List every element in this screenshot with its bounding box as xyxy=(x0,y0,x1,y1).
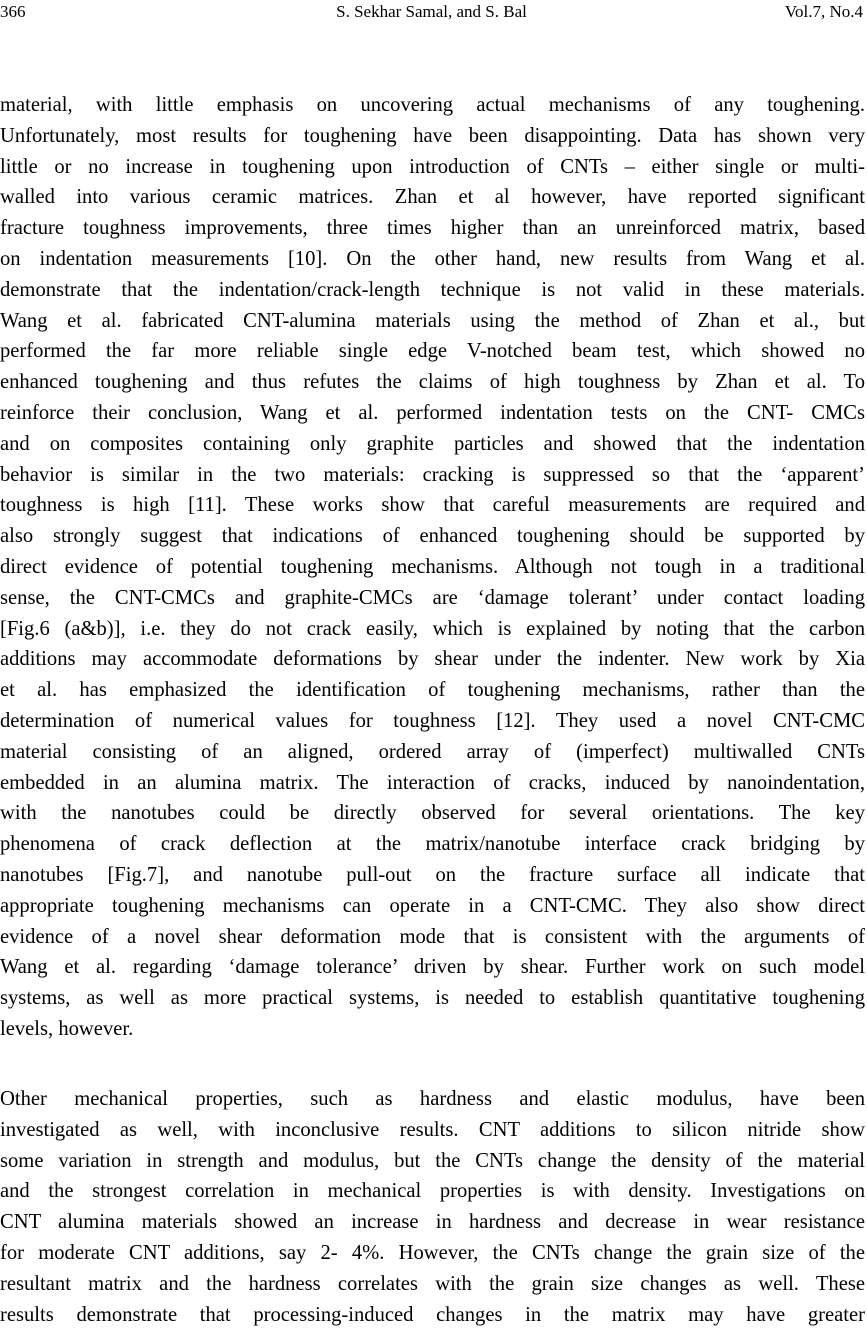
text-line: et al. has emphasized the identification of toughening mechanisms, rather than the xyxy=(0,679,865,702)
text-line: CNT alumina materials showed an increase in hardness and decrease in wear resistance xyxy=(0,1211,865,1234)
text-line: Other mechanical properties, such as hardness and elastic modulus, have been xyxy=(0,1088,865,1110)
text-line: little or no increase in toughening upon introduction of CNTs – either single or multi- xyxy=(0,155,865,178)
text-line: behavior is similar in the two materials: cracking is suppressed so that the ‘apparent’ xyxy=(0,463,865,486)
text-line: Wang et al. regarding ‘damage tolerance’ driven by shear. Further work on such model xyxy=(0,956,865,979)
text-line: direct evidence of potential toughening mechanisms. Although not tough in a traditional xyxy=(0,555,865,578)
text-line: results demonstrate that processing-induced changes in the matrix may have greater xyxy=(0,1303,865,1326)
text-line: for moderate CNT additions, say 2- 4%. However, the CNTs change the grain size of the xyxy=(0,1241,865,1264)
text-line: systems, as well as more practical systems, is needed to establish quantitative toughening xyxy=(0,987,865,1010)
page-header xyxy=(0,2,863,26)
text-line: enhanced toughening and thus refutes the claims of high toughness by Zhan et al. To xyxy=(0,371,865,394)
text-line: evidence of a novel shear deformation mode that is consistent with the arguments of xyxy=(0,925,865,948)
text-line: Wang et al. fabricated CNT-alumina materials using the method of Zhan et al., but xyxy=(0,309,865,332)
text-line: on indentation measurements [10]. On the other hand, new results from Wang et al. xyxy=(0,247,865,270)
paragraph-toughening xyxy=(0,90,865,1045)
text-line: appropriate toughening mechanisms can operate in a CNT-CMC. They also show direct xyxy=(0,894,865,917)
text-line: demonstrate that the indentation/crack-length technique is not valid in these materials. xyxy=(0,278,865,301)
text-line: toughness is high [11]. These works show that careful measurements are required and xyxy=(0,494,865,517)
text-line: embedded in an alumina matrix. The interaction of cracks, induced by nanoindentation, xyxy=(0,771,865,794)
text-line: investigated as well, with inconclusive results. CNT additions to silicon nitride show xyxy=(0,1118,865,1141)
text-line: levels, however. xyxy=(0,1017,134,1040)
text-line: some variation in strength and modulus, but the CNTs change the density of the material xyxy=(0,1149,865,1172)
text-line: walled into various ceramic matrices. Zhan et al however, have reported significant xyxy=(0,186,865,209)
volume-info: Vol.7, No.4 xyxy=(784,2,863,21)
text-line: nanotubes [Fig.7], and nanotube pull-out on the fracture surface all indicate that xyxy=(0,863,865,886)
text-line: sense, the CNT-CMCs and graphite-CMCs are ‘damage tolerant’ under contact loading xyxy=(0,586,865,609)
text-line: [Fig.6 (a&b)], i.e. they do not crack easily, which is explained by noting that the carbon xyxy=(0,617,865,640)
running-authors: S. Sekhar Samal, and S. Bal xyxy=(336,2,527,21)
paragraph-mechanical-properties xyxy=(0,1084,865,1330)
text-line: with the nanotubes could be directly observed for several orientations. The key xyxy=(0,802,865,825)
text-line: and the strongest correlation in mechanical properties is with density. Investigations on xyxy=(0,1180,865,1203)
text-line: material, with little emphasis on uncovering actual mechanisms of any toughening. xyxy=(0,94,865,116)
text-line: phenomena of crack deflection at the matrix/nanotube interface crack bridging by xyxy=(0,833,865,856)
text-line: also strongly suggest that indications of enhanced toughening should be supported by xyxy=(0,525,865,548)
text-line: and on composites containing only graphite particles and showed that the indentation xyxy=(0,432,865,455)
text-line: performed the far more reliable single edge V-notched beam test, which showed no xyxy=(0,340,865,363)
text-line: determination of numerical values for toughness [12]. They used a novel CNT-CMC xyxy=(0,709,865,732)
text-line: Unfortunately, most results for toughening have been disappointing. Data has shown very xyxy=(0,124,865,147)
text-line: material consisting of an aligned, ordered array of (imperfect) multiwalled CNTs xyxy=(0,740,865,763)
text-line: additions may accommodate deformations by shear under the indenter. New work by Xia xyxy=(0,648,865,671)
text-line: resultant matrix and the hardness correlates with the grain size changes as well. These xyxy=(0,1272,865,1295)
text-line: fracture toughness improvements, three times higher than an unreinforced matrix, based xyxy=(0,217,865,240)
page-number: 366 xyxy=(0,2,26,21)
text-line: reinforce their conclusion, Wang et al. performed indentation tests on the CNT- CMCs xyxy=(0,401,865,424)
